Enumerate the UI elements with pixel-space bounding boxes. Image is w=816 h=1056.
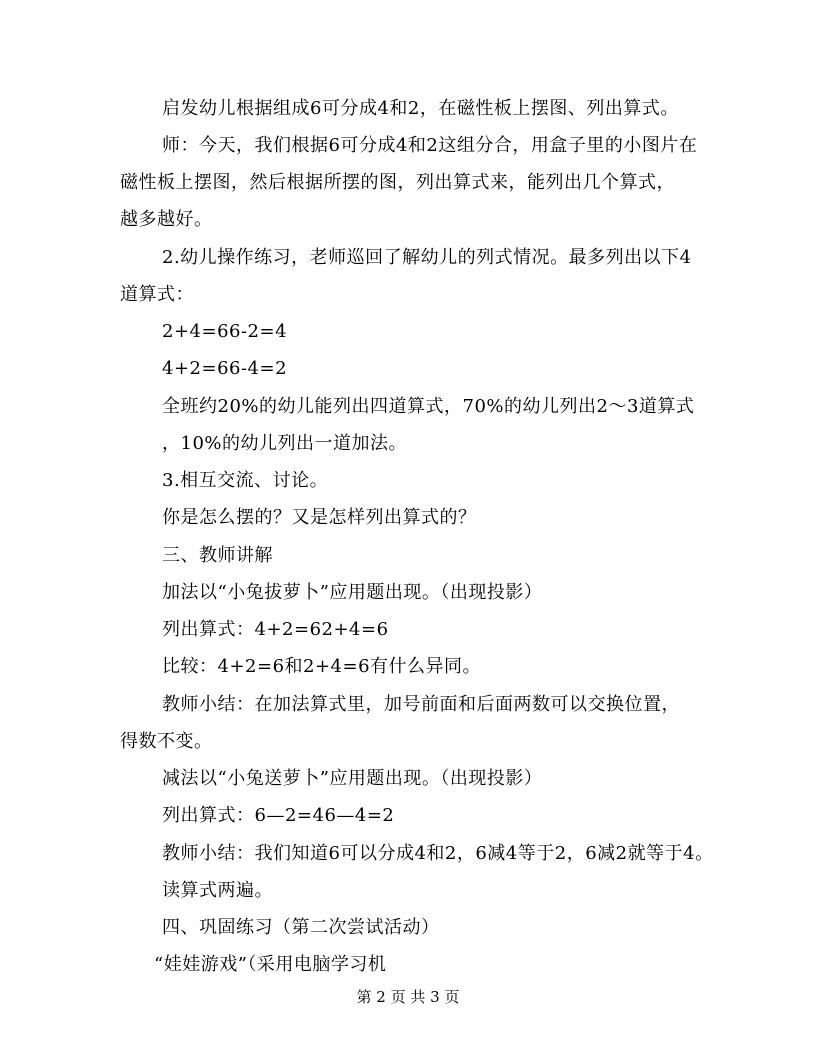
paragraph-line: 启发幼儿根据组成6可分成4和2，在磁性板上摆图、列出算式。 — [162, 98, 679, 119]
page-footer: 第 2 页 共 3 页 — [356, 988, 460, 1006]
paragraph-line: 教师小结：在加法算式里，加号前面和后面两数可以交换位置， — [162, 694, 680, 715]
paragraph-line: ，10%的幼儿列出一道加法。 — [162, 433, 408, 454]
paragraph-line: 磁性板上摆图，然后根据所摆的图，列出算式来，能列出几个算式， — [120, 172, 675, 193]
equation-line: 列出算式：6—2=46—4=2 — [162, 805, 395, 826]
paragraph-line: 道算式： — [120, 284, 194, 305]
paragraph-line: 教师小结：我们知道6可以分成4和2，6减4等于2，6减2就等于4。 — [162, 843, 714, 864]
paragraph-line: 比较：4+2=6和2+4=6有什么异同。 — [162, 656, 482, 677]
section-heading: 四、巩固练习（第二次尝试活动） — [162, 917, 440, 938]
paragraph-line: 师：今天，我们根据6可分成4和2这组分合，用盒子里的小图片在 — [162, 135, 698, 156]
equation-line: 4+2=66-4=2 — [162, 358, 288, 379]
paragraph-line: 全班约20%的幼儿能列出四道算式，70%的幼儿列出2～3道算式 — [162, 396, 695, 417]
paragraph-line: 加法以“小兔拔萝卜”应用题出现。（出现投影） — [162, 582, 543, 603]
paragraph-line: 2.幼儿操作练习，老师巡回了解幼儿的列式情况。最多列出以下4 — [162, 247, 692, 268]
paragraph-line: 减法以“小兔送萝卜”应用题出现。（出现投影） — [162, 768, 543, 789]
equation-line: 列出算式：4+2=62+4=6 — [162, 619, 389, 640]
paragraph-line: 读算式两遍。 — [162, 880, 273, 901]
paragraph-line: 3.相互交流、讨论。 — [162, 470, 329, 491]
paragraph-line: 你是怎么摆的？又是怎样列出算式的？ — [162, 507, 477, 528]
equation-line: 2+4=66-2=4 — [162, 321, 288, 342]
section-heading: 三、教师讲解 — [162, 545, 273, 566]
paragraph-line: “娃娃游戏”（采用电脑学习机 — [154, 954, 387, 975]
paragraph-line: 越多越好。 — [120, 209, 213, 230]
paragraph-line: 得数不变。 — [120, 731, 213, 752]
